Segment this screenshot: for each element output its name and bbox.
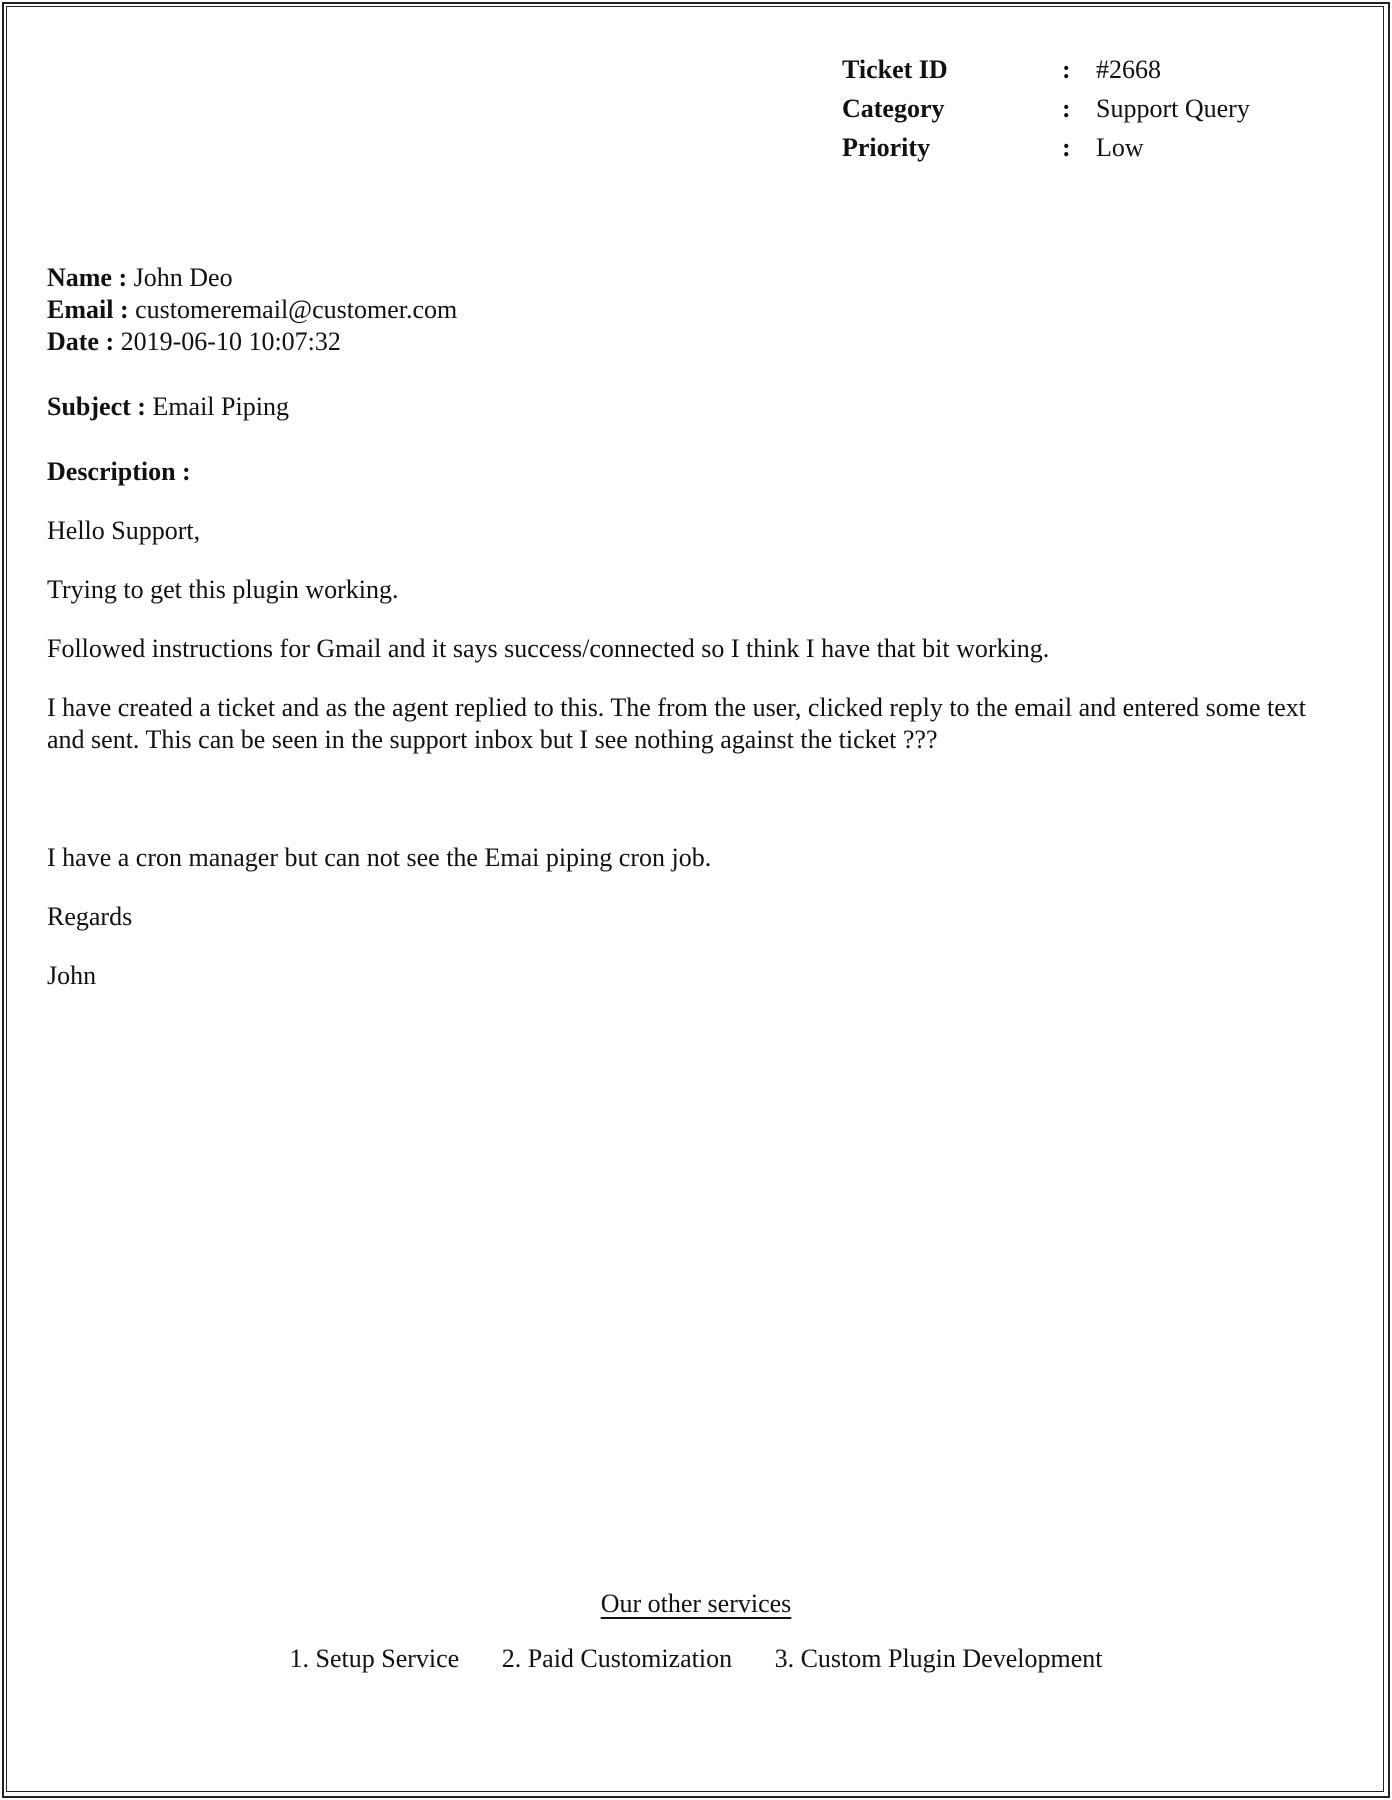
ticket-date-value: 2019-06-10 10:07:32: [120, 327, 341, 356]
description-paragraph: Regards: [47, 902, 133, 931]
ticket-id-row: [842, 50, 1250, 89]
customer-email-label: Email :: [47, 295, 129, 324]
customer-name-label: Name :: [47, 263, 128, 292]
ticket-date-line: [47, 326, 1347, 358]
description-paragraph: Hello Support,: [47, 516, 201, 545]
service-item-setup: 1. Setup Service: [289, 1644, 460, 1673]
services-title: [0, 1588, 1392, 1620]
ticket-priority-row: [842, 128, 1250, 167]
ticket-priority-separator: :: [1062, 133, 1071, 162]
services-title-text: Our other services: [600, 1589, 792, 1618]
subject-value: Email Piping: [152, 392, 289, 421]
description-paragraph: Followed instructions for Gmail and it says success/connected so I think I have that bit working.: [47, 634, 1050, 663]
ticket-id-value: #2668: [1096, 55, 1161, 84]
ticket-meta-block: [842, 50, 1250, 167]
ticket-id-separator: :: [1062, 55, 1071, 84]
customer-email-line: [47, 294, 1347, 326]
service-item-customization: 2. Paid Customization: [501, 1644, 733, 1673]
ticket-category-label: Category: [842, 94, 945, 123]
subject-line: [47, 391, 1347, 423]
description-signature: John: [47, 961, 97, 990]
ticket-priority-label: Priority: [842, 133, 931, 162]
ticket-priority-value: Low: [1096, 133, 1144, 162]
ticket-category-separator: :: [1062, 94, 1071, 123]
subject-label: Subject :: [47, 392, 146, 421]
ticket-date-label: Date :: [47, 327, 115, 356]
services-list: [0, 1643, 1392, 1675]
description-label: Description :: [47, 457, 191, 486]
service-item-plugin-development: 3. Custom Plugin Development: [774, 1644, 1103, 1673]
description-paragraph: Trying to get this plugin working.: [47, 575, 399, 604]
ticket-content: [47, 262, 1347, 992]
ticket-id-label: Ticket ID: [842, 55, 948, 84]
ticket-category-value: Support Query: [1096, 94, 1250, 123]
description-paragraph: I have created a ticket and as the agent replied to this. The from the user, clicked reply to the email and entered some text and sent. This can be seen in the support inbox but I see nothing against the ticket ???: [47, 693, 1306, 754]
description-paragraph: I have a cron manager but can not see the Emai piping cron job.: [47, 843, 712, 872]
customer-name-line: [47, 262, 1347, 294]
ticket-category-row: [842, 89, 1250, 128]
customer-name-value: John Deo: [133, 263, 233, 292]
customer-email-value: customeremail@customer.com: [135, 295, 458, 324]
